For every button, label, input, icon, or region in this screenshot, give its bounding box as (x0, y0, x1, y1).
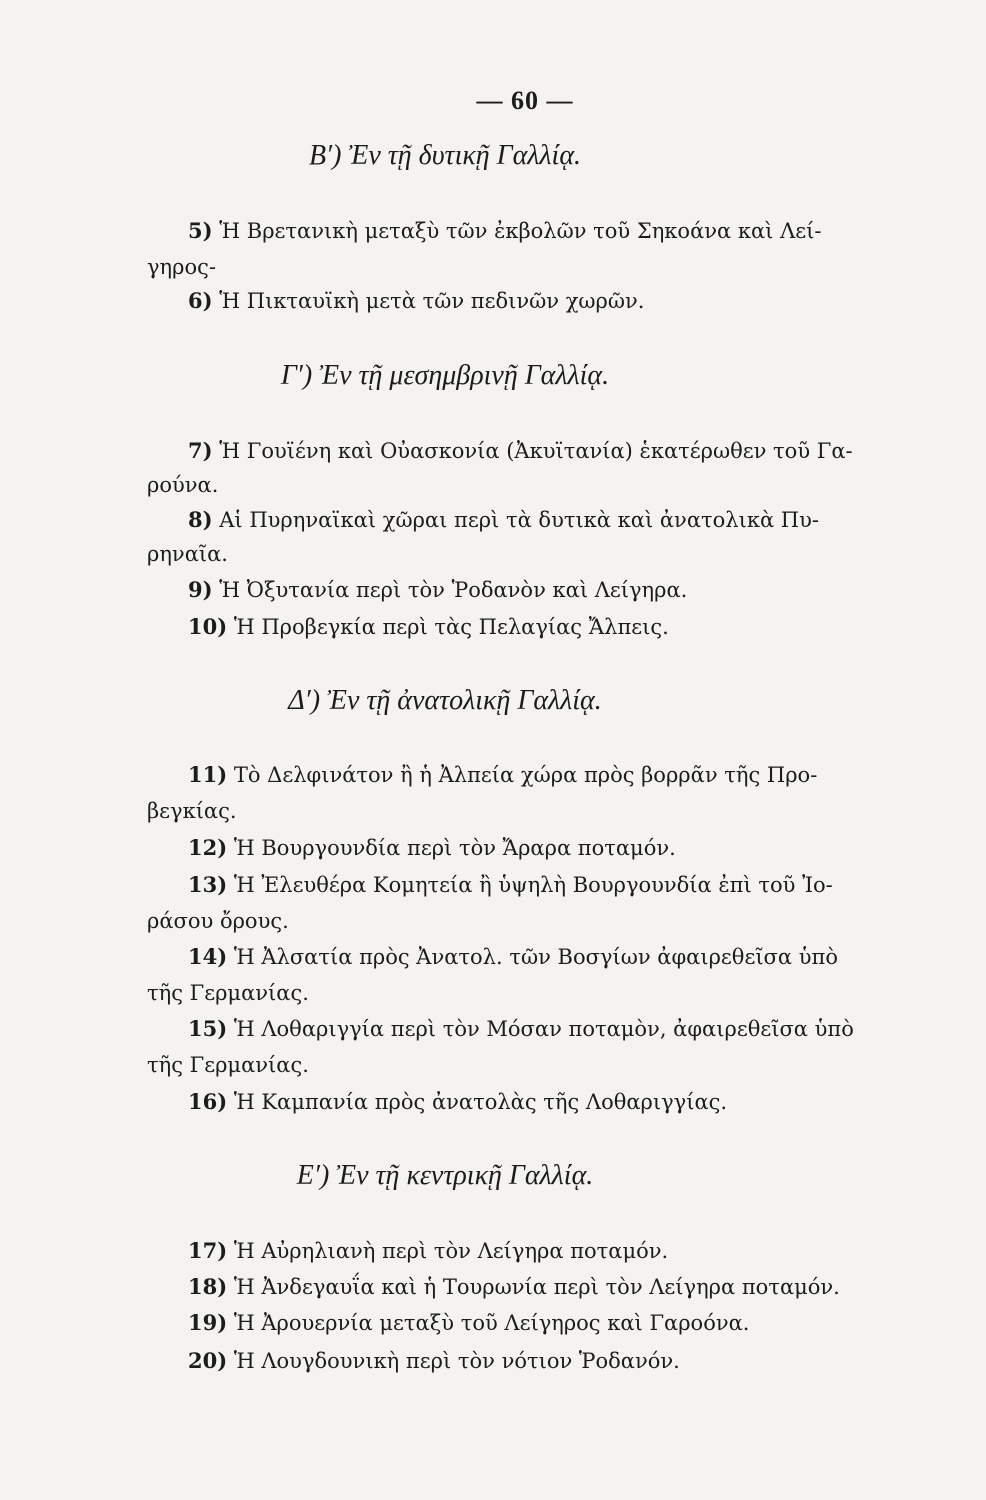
item-number: 16) (188, 1089, 228, 1114)
item-number: 8) (188, 507, 213, 532)
item-number: 14) (188, 944, 228, 969)
item-text: Ἡ Ἐλευθέρα Κομητεία ἢ ὑψηλὴ Βουργουνδία ἐπὶ τοῦ Ἰο- (233, 873, 833, 897)
item-number: 19) (188, 1310, 228, 1335)
list-item-5 (188, 216, 821, 246)
list-item-7 (188, 436, 853, 466)
item-number: 17) (188, 1238, 228, 1263)
item-text: Ἡ Προβεγκία περὶ τὰς Πελαγίας Ἄλπεις. (233, 615, 669, 639)
item-continuation: ρούνα. (147, 473, 219, 497)
item-number: 20) (188, 1348, 228, 1373)
section-heading-central: Ε′) Ἐν τῇ κεντρικῇ Γαλλίᾳ. (296, 1160, 594, 1191)
list-item-19 (188, 1308, 749, 1338)
item-text: Ἡ Ἀνδεγαυΐα καὶ ἡ Τουρωνία περὶ τὸν Λείγηρα ποταμόν. (233, 1275, 840, 1299)
list-item-20 (188, 1346, 680, 1376)
item-continuation: τῆς Γερμανίας. (147, 981, 309, 1005)
list-item-15 (188, 1014, 854, 1044)
item-number: 9) (188, 577, 213, 602)
list-item-13 (188, 870, 833, 900)
item-continuation: ράσου ὄρους. (147, 909, 289, 933)
list-item-16 (188, 1087, 727, 1117)
item-text: Ἡ Αὐρηλιανὴ περὶ τὸν Λείγηρα ποταμόν. (233, 1239, 669, 1263)
item-number: 18) (188, 1274, 228, 1299)
item-text: Ἡ Λουγδουνικὴ περὶ τὸν νότιον Ῥοδανόν. (233, 1349, 680, 1373)
list-item-10 (188, 612, 669, 642)
list-item-9 (188, 575, 687, 605)
item-continuation: γηρος- (147, 255, 216, 279)
list-item-11 (188, 760, 817, 790)
item-continuation: βεγκίας. (147, 799, 237, 823)
item-text: Τὸ Δελφινάτον ἢ ἡ Ἀλπεία χώρα πρὸς βορρᾶν τῆς Προ- (233, 763, 818, 787)
item-number: 15) (188, 1016, 228, 1041)
item-number: 12) (188, 835, 228, 860)
list-item-12 (188, 833, 676, 863)
item-text: Ἡ Γουϊένη καὶ Οὐασκονία (Ἀκυϊτανία) ἑκατέρωθεν τοῦ Γα- (219, 439, 853, 463)
list-item-6 (188, 286, 644, 316)
list-item-8 (188, 505, 819, 535)
section-heading-south: Γ′) Ἐν τῇ μεσημβρινῇ Γαλλίᾳ. (280, 360, 610, 391)
item-text: Ἡ Βρετανικὴ μεταξὺ τῶν ἐκβολῶν τοῦ Σηκοάνα καὶ Λεί- (219, 219, 822, 243)
item-number: 7) (188, 438, 213, 463)
section-heading-east: Δ′) Ἐν τῇ ἀνατολικῇ Γαλλίᾳ. (288, 685, 602, 716)
item-number: 6) (188, 288, 213, 313)
page-number: — 60 — (476, 86, 574, 115)
item-text: Ἡ Ἀρουερνία μεταξὺ τοῦ Λείγηρος καὶ Γαροόνα. (233, 1311, 750, 1335)
item-text: Ἡ Βουργουνδία περὶ τὸν Ἄραρα ποταμόν. (233, 836, 676, 860)
item-text: Ἡ Λοθαριγγία περὶ τὸν Μόσαν ποταμὸν, ἀφαιρεθεῖσα ὑπὸ (233, 1017, 854, 1041)
item-text: Ἡ Ὀξυτανία περὶ τὸν Ῥοδανὸν καὶ Λείγηρα. (219, 578, 688, 602)
item-number: 13) (188, 872, 228, 897)
item-number: 5) (188, 218, 213, 243)
item-number: 11) (188, 762, 228, 787)
item-continuation: ρηναῖα. (147, 542, 228, 566)
item-text: Ἡ Ἀλσατία πρὸς Ἀνατολ. τῶν Βοσγίων ἀφαιρεθεῖσα ὑπὸ (233, 945, 838, 969)
item-text: Ἡ Καμπανία πρὸς ἀνατολὰς τῆς Λοθαριγγίας. (233, 1090, 728, 1114)
item-text: Ἡ Πικταυϊκὴ μετὰ τῶν πεδινῶν χωρῶν. (219, 289, 645, 313)
item-text: Αἱ Πυρηναϊκαὶ χῶραι περὶ τὰ δυτικὰ καὶ ἀνατολικὰ Πυ- (219, 508, 819, 532)
item-continuation: τῆς Γερμανίας. (147, 1053, 309, 1077)
list-item-14 (188, 942, 838, 972)
item-number: 10) (188, 614, 228, 639)
list-item-18 (188, 1272, 840, 1302)
list-item-17 (188, 1236, 668, 1266)
section-heading-west: Β′) Ἐν τῇ δυτικῇ Γαλλίᾳ. (308, 140, 582, 171)
